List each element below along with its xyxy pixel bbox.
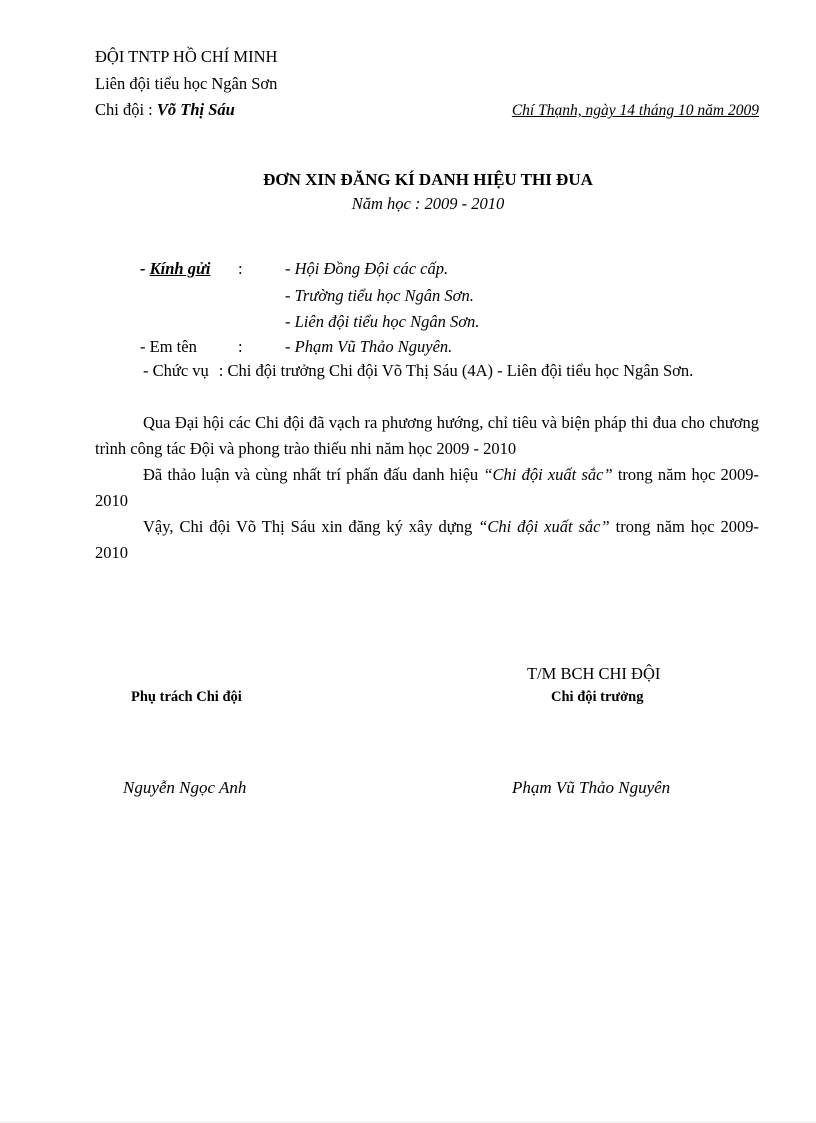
chi-doi-label: Chi đội : xyxy=(95,100,157,119)
body-paragraph-2: Đã thảo luận và cùng nhất trí phấn đấu danh hiệu “Chi đội xuất sắc” trong năm học 2009- 2010 xyxy=(95,465,759,510)
kinh-gui-label xyxy=(140,259,210,279)
document-title: ĐƠN XIN ĐĂNG KÍ DANH HIỆU THI ĐUA xyxy=(263,170,593,189)
right-signature-name: Phạm Vũ Thảo Nguyên xyxy=(512,778,671,797)
kinh-gui-text: Kính gửi xyxy=(149,259,211,278)
body-paragraph-1: Qua Đại hội các Chi đội đã vạch ra phương hướng, chỉ tiêu và biện pháp thi đua cho chương trình công tác Đội và phong trào thiếu nhi năm học 2009 - 2010 xyxy=(95,413,759,458)
right-signature-title: Chi đội trưởng xyxy=(551,689,644,705)
chi-doi-line xyxy=(95,100,235,120)
chuc-vu-line xyxy=(95,358,759,384)
chuc-vu-value: : Chi đội trưởng Chi đội Võ Thị Sáu (4A) - Liên đội tiểu học Ngân Sơn. xyxy=(218,361,694,380)
school-year: Năm học : 2009 - 2010 xyxy=(351,194,505,213)
right-signature-org: T/M BCH CHI ĐỘI xyxy=(527,664,661,683)
recipient-2: - Trường tiểu học Ngân Sơn. xyxy=(285,286,474,305)
em-ten-label: - Em tên xyxy=(140,337,197,356)
organization-name: ĐỘI TNTP HỒ CHÍ MINH xyxy=(95,47,278,66)
chi-doi-name: Võ Thị Sáu xyxy=(156,100,235,119)
em-ten-colon: : xyxy=(238,337,243,356)
quote-chi-doi-xuat-sac: “Chi đội xuất sắc” xyxy=(483,465,613,484)
left-signature-name: Nguyễn Ngọc Anh xyxy=(123,778,247,797)
kinh-gui-colon: : xyxy=(238,259,243,278)
place-date: Chí Thạnh, ngày 14 tháng 10 năm 2009 xyxy=(511,102,759,119)
quote-chi-doi-xuat-sac: “Chi đội xuất sắc” xyxy=(478,517,610,536)
lien-doi-name: Liên đội tiểu học Ngân Sơn xyxy=(95,74,278,93)
recipient-3: - Liên đội tiểu học Ngân Sơn. xyxy=(285,312,480,331)
left-signature-title: Phụ trách Chi đội xyxy=(131,689,242,705)
em-ten-value: - Phạm Vũ Thảo Nguyên. xyxy=(285,337,453,356)
body-paragraph-3: Vậy, Chi đội Võ Thị Sáu xin đăng ký xây dựng “Chi đội xuất sắc” trong năm học 2009- 2010 xyxy=(95,517,759,562)
chuc-vu-label: - Chức vụ xyxy=(143,361,209,380)
kinh-gui-prefix: - xyxy=(140,259,150,278)
recipient-1: - Hội Đồng Đội các cấp. xyxy=(285,259,449,278)
